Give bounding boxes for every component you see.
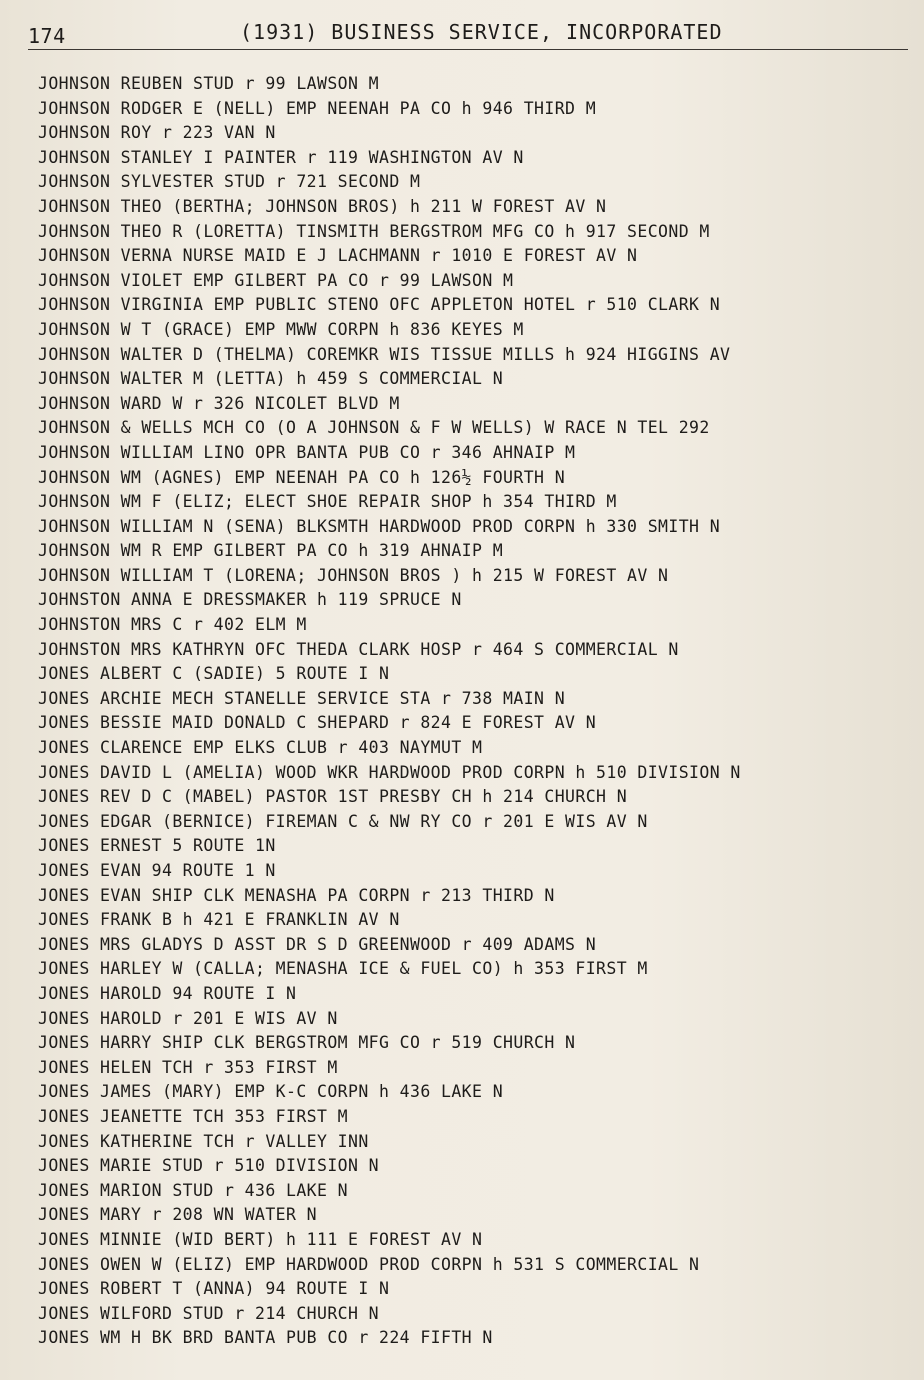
directory-entry: JONES OWEN W (ELIZ) EMP HARDWOOD PROD CORPN h 531 S COMMERCIAL N [38, 1254, 700, 1274]
directory-entry: JOHNSON WILLIAM N (SENA) BLKSMTH HARDWOOD PROD CORPN h 330 SMITH N [38, 516, 721, 536]
directory-entry: JONES HARLEY W (CALLA; MENASHA ICE & FUEL CO) h 353 FIRST M [38, 959, 648, 979]
directory-entry: JOHNSON & WELLS MCH CO (O A JOHNSON & F W WELLS) W RACE N TEL 292 [38, 418, 710, 438]
directory-entry: JONES DAVID L (AMELIA) WOOD WKR HARDWOOD PROD CORPN h 510 DIVISION N [38, 762, 741, 782]
directory-entry: JOHNSON VIOLET EMP GILBERT PA CO r 99 LAWSON M [38, 270, 514, 290]
directory-entry: JOHNSTON ANNA E DRESSMAKER h 119 SPRUCE N [38, 590, 462, 610]
directory-entry: JOHNSON REUBEN STUD r 99 LAWSON M [38, 74, 380, 93]
directory-entry: JOHNSON WARD W r 326 NICOLET BLVD M [38, 393, 400, 413]
directory-entry: JOHNSON WALTER D (THELMA) COREMKR WIS TISSUE MILLS h 924 HIGGINS AV [38, 344, 731, 364]
directory-entry: JONES EVAN 94 ROUTE 1 N [38, 861, 276, 880]
directory-entry: JONES HARRY SHIP CLK BERGSTROM MFG CO r 519 CHURCH N [38, 1033, 576, 1053]
directory-entry: JONES ERNEST 5 ROUTE 1N [38, 836, 276, 856]
directory-entries [38, 72, 918, 1351]
directory-entry: JOHNSON ROY r 223 VAN N [38, 123, 276, 143]
directory-entry: JOHNSON VIRGINIA EMP PUBLIC STENO OFC APPLETON HOTEL r 510 CLARK N [38, 295, 721, 315]
directory-entry: JOHNSTON MRS C r 402 ELM M [38, 615, 307, 635]
page-number: 174 [28, 24, 66, 48]
directory-entry: JONES JEANETTE TCH 353 FIRST M [38, 1106, 349, 1126]
directory-entry: JOHNSON VERNA NURSE MAID E J LACHMANN r 1010 E FOREST AV N [38, 246, 638, 266]
page-title: (1931) BUSINESS SERVICE, INCORPORATED [240, 20, 723, 44]
directory-entry: JOHNSON STANLEY I PAINTER r 119 WASHINGTON AV N [38, 147, 524, 167]
directory-entry: JOHNSON WM (AGNES) EMP NEENAH PA CO h 126½ FOURTH N [38, 467, 566, 487]
directory-entry: JONES EVAN SHIP CLK MENASHA PA CORPN r 213 THIRD N [38, 885, 555, 905]
directory-entry: JOHNSON WALTER M (LETTA) h 459 S COMMERCIAL N [38, 369, 504, 389]
directory-entry: JONES BESSIE MAID DONALD C SHEPARD r 824 E FOREST AV N [38, 713, 597, 733]
directory-entry: JONES ARCHIE MECH STANELLE SERVICE STA r 738 MAIN N [38, 688, 566, 708]
directory-entry: JONES EDGAR (BERNICE) FIREMAN C & NW RY CO r 201 E WIS AV N [38, 811, 648, 831]
directory-entry: JOHNSON WM R EMP GILBERT PA CO h 319 AHNAIP M [38, 541, 504, 561]
directory-entry: JONES FRANK B h 421 E FRANKLIN AV N [38, 910, 400, 930]
directory-entry: JOHNSON W T (GRACE) EMP MWW CORPN h 836 KEYES M [38, 319, 524, 339]
directory-entry: JONES ROBERT T (ANNA) 94 ROUTE I N [38, 1279, 390, 1299]
directory-entry: JONES MRS GLADYS D ASST DR S D GREENWOOD r 409 ADAMS N [38, 934, 597, 954]
directory-entry: JOHNSON WILLIAM T (LORENA; JOHNSON BROS ) h 215 W FOREST AV N [38, 565, 669, 585]
directory-entry: JONES WM H BK BRD BANTA PUB CO r 224 FIFTH N [38, 1328, 493, 1348]
directory-entry: JONES MINNIE (WID BERT) h 111 E FOREST AV N [38, 1229, 483, 1249]
directory-entry: JONES HAROLD r 201 E WIS AV N [38, 1008, 338, 1028]
directory-entry: JONES MARION STUD r 436 LAKE N [38, 1180, 349, 1200]
directory-entry: JONES HELEN TCH r 353 FIRST M [38, 1057, 338, 1077]
directory-entry: JOHNSON THEO R (LORETTA) TINSMITH BERGSTROM MFG CO h 917 SECOND M [38, 221, 710, 241]
page-header [28, 20, 908, 50]
directory-entry: JONES ALBERT C (SADIE) 5 ROUTE I N [38, 664, 390, 684]
directory-entry: JOHNSON RODGER E (NELL) EMP NEENAH PA CO h 946 THIRD M [38, 98, 597, 118]
directory-entry: JONES WILFORD STUD r 214 CHURCH N [38, 1303, 380, 1323]
directory-entry: JONES KATHERINE TCH r VALLEY INN [38, 1131, 369, 1151]
directory-entry: JONES HAROLD 94 ROUTE I N [38, 983, 297, 1003]
directory-entry: JOHNSON WM F (ELIZ; ELECT SHOE REPAIR SHOP h 354 THIRD M [38, 492, 617, 512]
directory-entry: JONES REV D C (MABEL) PASTOR 1ST PRESBY CH h 214 CHURCH N [38, 787, 628, 807]
directory-entry: JOHNSON WILLIAM LINO OPR BANTA PUB CO r 346 AHNAIP M [38, 442, 576, 462]
directory-entry: JONES CLARENCE EMP ELKS CLUB r 403 NAYMUT M [38, 738, 483, 758]
directory-entry: JOHNSON SYLVESTER STUD r 721 SECOND M [38, 172, 421, 192]
directory-entry: JONES MARY r 208 WN WATER N [38, 1205, 318, 1225]
directory-entry: JONES MARIE STUD r 510 DIVISION N [38, 1156, 380, 1176]
directory-entry: JOHNSON THEO (BERTHA; JOHNSON BROS) h 211 W FOREST AV N [38, 196, 607, 216]
directory-entry: JOHNSTON MRS KATHRYN OFC THEDA CLARK HOSP r 464 S COMMERCIAL N [38, 639, 679, 659]
directory-entry: JONES JAMES (MARY) EMP K-C CORPN h 436 LAKE N [38, 1082, 504, 1102]
